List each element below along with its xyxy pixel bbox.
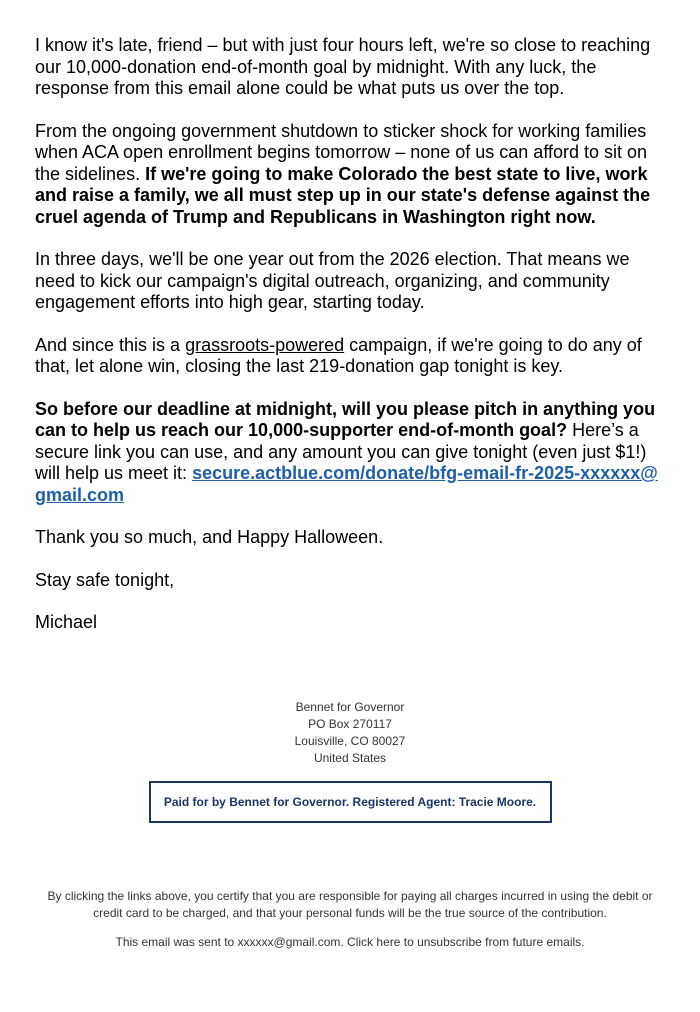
bold-appeal: If we're going to make Colorado the best state to live, work and raise a family, we all must step up in our state's defense against the cruel agenda of Trump and Republicans in Washington right now. bbox=[35, 163, 651, 227]
paragraph-intro: I know it's late, friend – but with just four hours left, we're so close to reaching our 10,000-donation end-of-month goal by midnight. With any luck, the response from this email alone could be what puts us over the top. bbox=[35, 35, 651, 98]
email-body bbox=[35, 35, 660, 655]
country: United States bbox=[313, 751, 387, 765]
bold-ask: So before our deadline at midnight, will you please pitch in anything you can to help us reach our 10,000-supporter end-of-month goal? bbox=[35, 398, 656, 440]
grassroots-link[interactable]: grassroots-powered bbox=[185, 334, 345, 355]
legal-footer bbox=[40, 888, 660, 963]
paragraph-text: From the ongoing government shutdown to sticker shock for working families when ACA open enrollment begins tomorrow – none of us can afford to sit on the sidelines. bbox=[35, 120, 648, 184]
paid-for-disclaimer: Paid for by Bennet for Governor. Registered Agent: Tracie Moore. bbox=[149, 781, 552, 823]
org-name: Bennet for Governor bbox=[295, 700, 405, 714]
city-state-zip: Louisville, CO 80027 bbox=[294, 734, 406, 748]
paragraph-thanks: Thank you so much, and Happy Halloween. bbox=[35, 527, 384, 547]
legal-certification: By clicking the links above, you certify that you are responsible for paying all charges incurred in using the debit or credit card to be charged, and that your personal funds will be the true source of the contribution. bbox=[47, 889, 653, 920]
paragraph-closing: Stay safe tonight, bbox=[35, 569, 175, 590]
paragraph-text: And since this is a bbox=[35, 334, 186, 355]
footer-address bbox=[0, 699, 700, 823]
signature: Michael bbox=[35, 612, 98, 632]
paragraph-grassroots bbox=[35, 335, 660, 378]
unsubscribe-notice[interactable]: This email was sent to xxxxxx@gmail.com. Click here to unsubscribe from future emails. bbox=[115, 935, 585, 949]
paragraph-text: Here’s a secure link you can use, and any amount you can give tonight (even just $1!) will help us meet it: bbox=[35, 420, 647, 483]
paragraph-ask bbox=[35, 399, 660, 507]
paragraph-text: campaign, if we're going to do any of that, let alone win, closing the last 219-donation gap tonight is key. bbox=[35, 334, 642, 376]
paragraph-shutdown bbox=[35, 121, 660, 229]
donate-link[interactable]: secure.actblue.com/donate/bfg-email-fr-2025-xxxxxx@gmail.com bbox=[35, 463, 658, 505]
po-box: PO Box 270117 bbox=[308, 717, 392, 731]
paragraph-election: In three days, we'll be one year out from the 2026 election. That means we need to kick our campaign's digital outreach, organizing, and community engagement efforts into high gear, starting today. bbox=[35, 249, 630, 312]
